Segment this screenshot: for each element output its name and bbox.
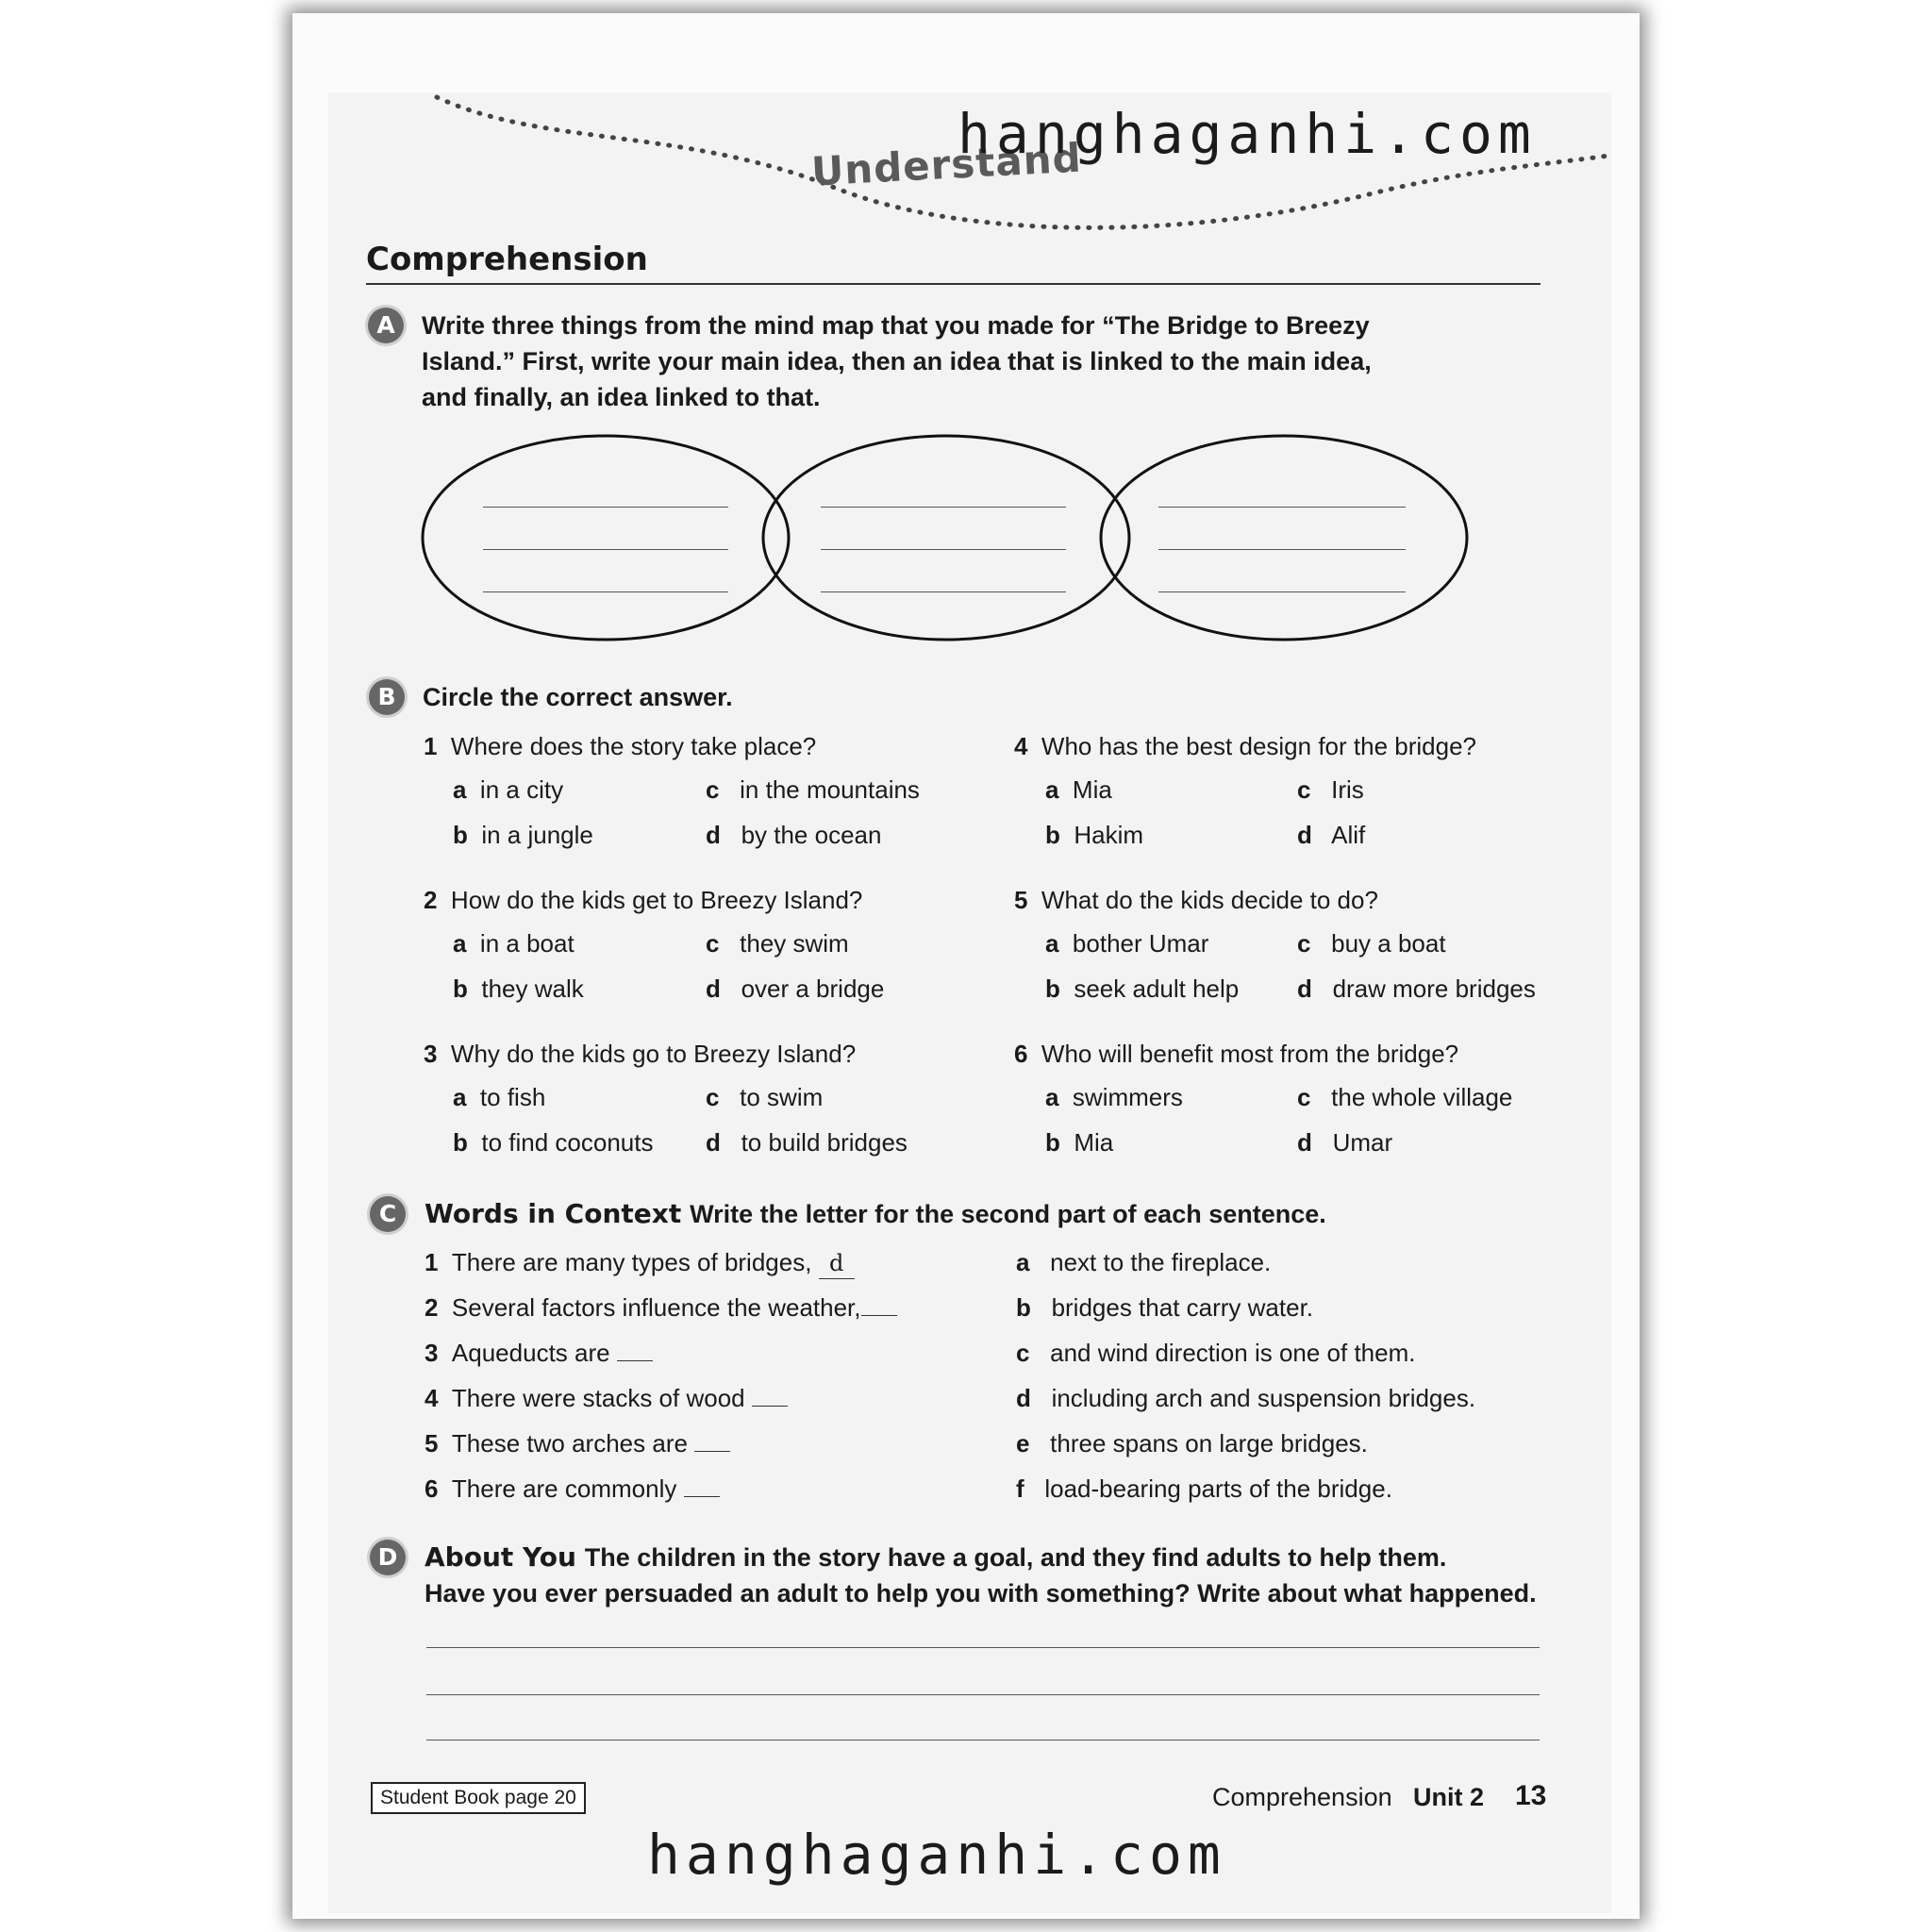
match-right-c: c and wind direction is one of them. [1016,1339,1416,1367]
badge-a: A [368,308,404,343]
watermark-bottom: hanghaganhi.com [647,1823,1226,1887]
banner-understand: Understand [809,134,1083,195]
match-right-b: b bridges that carry water. [1016,1293,1314,1322]
oval1-line2[interactable] [483,549,728,550]
answer-blank-5[interactable] [694,1451,730,1452]
section-rule [366,283,1541,285]
option-5c[interactable]: c buy a boat [1297,929,1446,958]
option-4b[interactable]: b Hakim [1045,821,1144,849]
option-1c[interactable]: c in the mountains [706,775,920,804]
footer-section: Comprehension [1212,1783,1392,1811]
footer-unit: Unit 2 [1413,1783,1485,1811]
oval2-line3[interactable] [821,591,1066,592]
oval1-line3[interactable] [483,591,728,592]
question-6: 6 Who will benefit most from the bridge? [1014,1040,1459,1068]
match-right-f: f load-bearing parts of the bridge. [1016,1474,1392,1503]
badge-d: D [370,1540,406,1575]
oval2-line1[interactable] [821,507,1066,508]
option-1d[interactable]: d by the ocean [706,821,882,849]
match-left-6: 6 There are commonly [425,1474,720,1504]
about-you-heading: About You [425,1541,576,1573]
oval3-line3[interactable] [1158,591,1406,592]
option-4c[interactable]: c Iris [1297,775,1364,804]
match-left-1: 1 There are many types of bridges, d [425,1247,855,1279]
question-5: 5 What do the kids decide to do? [1014,886,1378,914]
watermark-top: hanghaganhi.com [958,102,1537,166]
badge-b: B [369,679,405,715]
match-right-e: e three spans on large bridges. [1016,1429,1368,1457]
instruction-d-line1: The children in the story have a goal, and they find adults to help them. [584,1543,1447,1572]
oval1-line1[interactable] [483,507,728,508]
question-2: 2 How do the kids get to Breezy Island? [424,886,863,914]
option-5a[interactable]: a bother Umar [1045,929,1209,958]
match-left-5: 5 These two arches are [425,1428,730,1458]
answer-blank-6[interactable] [684,1496,720,1497]
option-1a[interactable]: a in a city [453,775,564,804]
option-6a[interactable]: a swimmers [1045,1083,1183,1111]
match-left-2: 2 Several factors influence the weather, [425,1292,897,1323]
writing-line-2[interactable] [426,1694,1540,1695]
words-in-context-heading: Words in Context [425,1198,682,1229]
option-3d[interactable]: d to build bridges [706,1128,908,1157]
oval2-line2[interactable] [821,549,1066,550]
option-6d[interactable]: d Umar [1297,1128,1393,1157]
instruction-c: Write the letter for the second part of each sentence. [690,1200,1326,1228]
section-c-header [425,1196,1326,1232]
option-1b[interactable]: b in a jungle [453,821,593,849]
option-5b[interactable]: b seek adult help [1045,974,1240,1003]
question-1: 1 Where does the story take place? [424,732,817,760]
section-d-header [425,1540,1446,1575]
option-3a[interactable]: a to fish [453,1083,546,1111]
option-6c[interactable]: c the whole village [1297,1083,1513,1111]
answer-blank-1[interactable]: d [819,1248,855,1279]
page-number: 13 [1515,1780,1547,1811]
match-right-a: a next to the fireplace. [1016,1248,1272,1276]
match-left-3: 3 Aqueducts are [425,1338,653,1368]
answer-blank-2[interactable] [861,1315,897,1316]
section-title: Comprehension [366,241,648,278]
option-3c[interactable]: c to swim [706,1083,824,1111]
option-6b[interactable]: b Mia [1045,1128,1114,1157]
instruction-b: Circle the correct answer. [423,683,733,711]
instruction-a-line3: and finally, an idea linked to that. [422,383,821,411]
option-2b[interactable]: b they walk [453,974,584,1003]
answer-blank-4[interactable] [752,1406,788,1407]
instruction-a-line1: Write three things from the mind map that you made for “The Bridge to Breezy [422,311,1370,340]
option-4a[interactable]: a Mia [1045,775,1112,804]
instruction-a-line2: Island.” First, write your main idea, then an idea that is linked to the main idea, [422,347,1372,375]
option-4d[interactable]: d Alif [1297,821,1366,849]
student-book-reference: Student Book page 20 [371,1782,586,1814]
option-3b[interactable]: b to find coconuts [453,1128,654,1157]
match-left-4: 4 There were stacks of wood [425,1383,788,1413]
match-right-d: d including arch and suspension bridges. [1016,1384,1476,1412]
instruction-d-line2: Have you ever persuaded an adult to help you with something? Write about what happened. [425,1579,1537,1607]
question-4: 4 Who has the best design for the bridge? [1014,732,1476,760]
question-3: 3 Why do the kids go to Breezy Island? [424,1040,857,1068]
badge-c: C [370,1196,406,1232]
oval3-line1[interactable] [1158,507,1406,508]
option-2d[interactable]: d over a bridge [706,974,885,1003]
mind-map-ovals [415,429,1481,646]
writing-line-1[interactable] [426,1647,1540,1648]
option-2c[interactable]: c they swim [706,929,849,958]
answer-blank-3[interactable] [617,1360,653,1361]
option-5d[interactable]: d draw more bridges [1297,974,1536,1003]
option-2a[interactable]: a in a boat [453,929,575,958]
oval3-line2[interactable] [1158,549,1406,550]
